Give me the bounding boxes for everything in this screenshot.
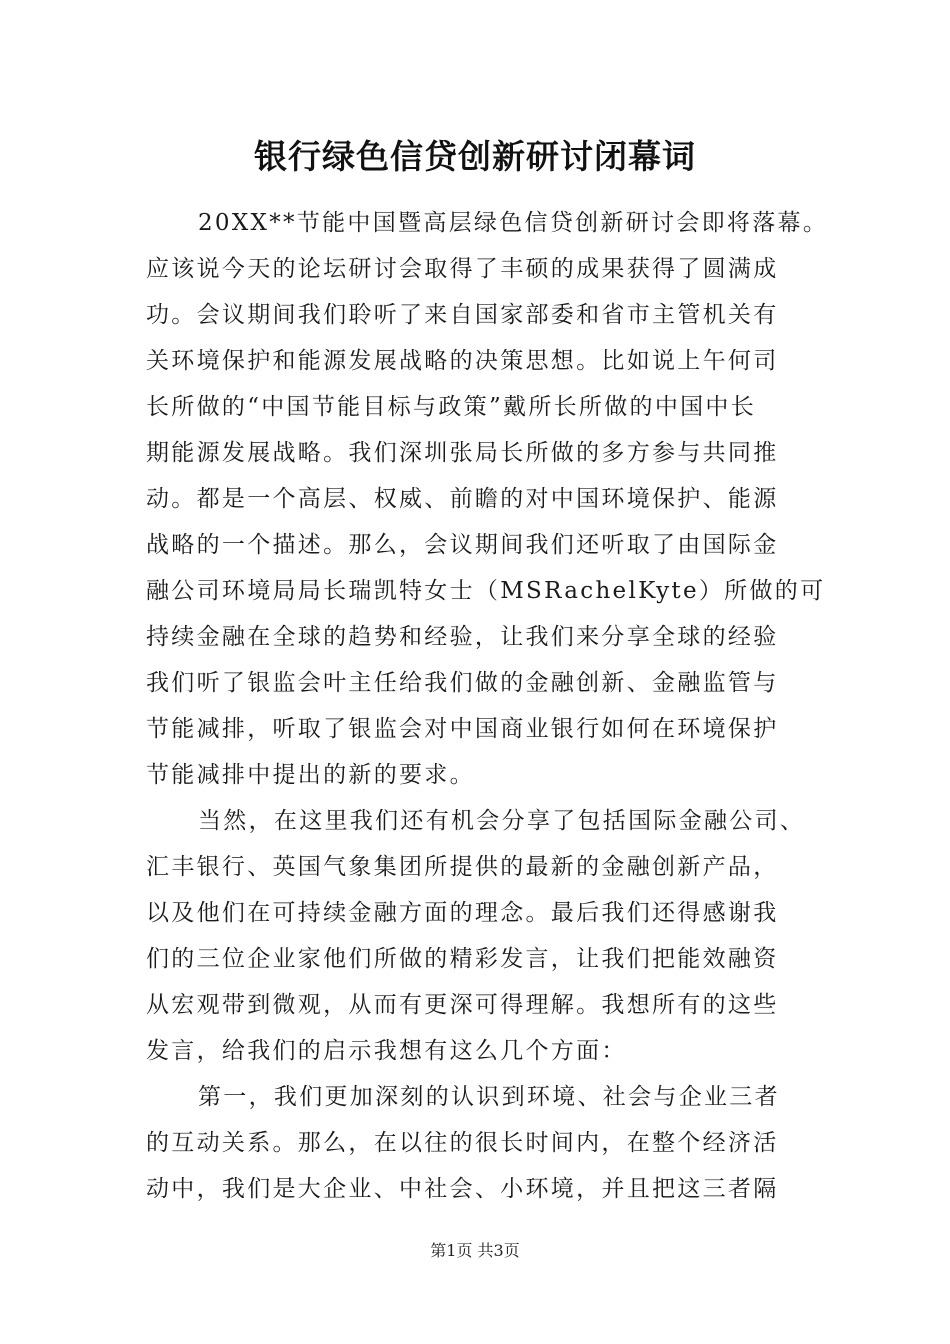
text-line: 当然，在这里我们还有机会分享了包括国际金融公司、	[198, 808, 806, 834]
text-line: 节能减排，听取了银监会对中国商业银行如何在环境保护	[146, 716, 779, 742]
text-line: 长所做的“中国节能目标与政策”戴所长所做的中国中长	[146, 394, 757, 420]
paragraph-3	[146, 1074, 830, 1212]
text-line: 汇丰银行、英国气象集团所提供的最新的金融创新产品，	[146, 854, 779, 880]
text-line: 期能源发展战略。我们深圳张局长所做的多方参与共同推	[146, 440, 779, 466]
text-line: 20XX**节能中国暨高层绿色信贷创新研讨会即将落幕。	[198, 210, 829, 236]
text-line: 的互动关系。那么，在以往的很长时间内，在整个经济活	[146, 1130, 779, 1156]
text-line: 动中，我们是大企业、中社会、小环境，并且把这三者隔	[146, 1176, 779, 1202]
document-body	[146, 200, 830, 1212]
text-line: 第一，我们更加深刻的认识到环境、社会与企业三者	[198, 1084, 780, 1110]
text-line: 融公司环境局局长瑞凯特女士（MSRachelKyte）所做的可	[146, 578, 826, 604]
page-footer: 第1页 共3页	[430, 1241, 520, 1260]
text-line: 节能减排中提出的新的要求。	[146, 762, 475, 788]
text-line: 以及他们在可持续金融方面的理念。最后我们还得感谢我	[146, 900, 779, 926]
text-line: 关环境保护和能源发展战略的决策思想。比如说上午何司	[146, 348, 779, 374]
text-line: 功。会议期间我们聆听了来自国家部委和省市主管机关有	[146, 302, 779, 328]
paragraph-1	[146, 200, 830, 798]
text-line: 我们听了银监会叶主任给我们做的金融创新、金融监管与	[146, 670, 779, 696]
document-title: 银行绿色信贷创新研讨闭幕词	[254, 137, 696, 176]
text-line: 动。都是一个高层、权威、前瞻的对中国环境保护、能源	[146, 486, 779, 512]
text-line: 从宏观带到微观，从而有更深可得理解。我想所有的这些	[146, 992, 779, 1018]
text-line: 们的三位企业家他们所做的精彩发言，让我们把能效融资	[146, 946, 779, 972]
text-line: 发言，给我们的启示我想有这么几个方面：	[146, 1038, 627, 1064]
text-line: 应该说今天的论坛研讨会取得了丰硕的成果获得了圆满成	[146, 256, 779, 282]
paragraph-2	[146, 798, 830, 1074]
text-line: 战略的一个描述。那么，会议期间我们还听取了由国际金	[146, 532, 779, 558]
text-line: 持续金融在全球的趋势和经验，让我们来分享全球的经验	[146, 624, 779, 650]
